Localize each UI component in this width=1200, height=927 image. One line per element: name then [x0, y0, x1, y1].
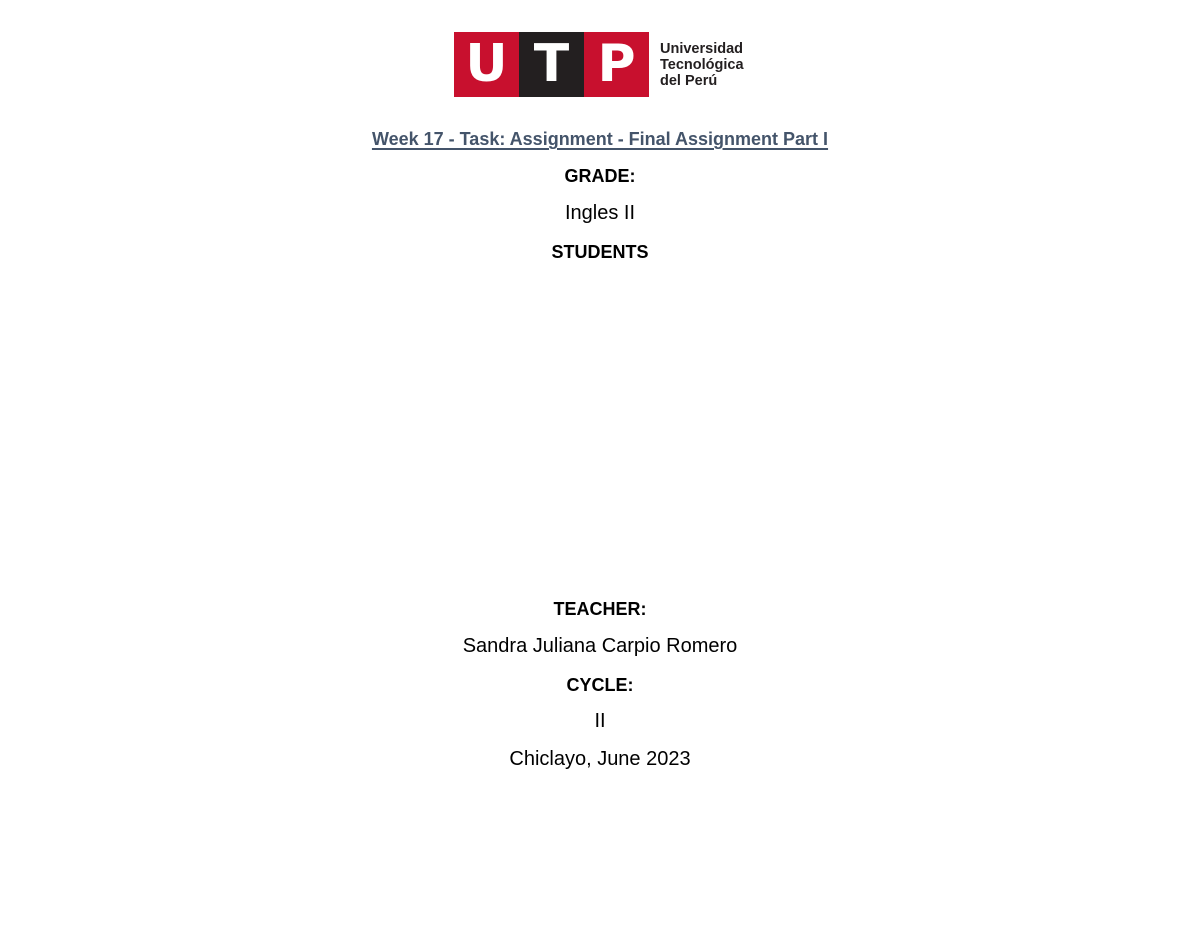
students-label: STUDENTS — [551, 242, 649, 262]
university-logo — [454, 32, 744, 97]
place-and-date: Chiclayo, June 2023 — [509, 748, 691, 770]
document-title: Week 17 - Task: Assignment - Final Assignment Part I — [371, 129, 829, 149]
grade-value: Ingles II — [564, 202, 636, 224]
cycle-value: II — [594, 710, 606, 732]
teacher-name: Sandra Juliana Carpio Romero — [462, 635, 738, 657]
logo-letter-p: P — [584, 32, 649, 97]
logo-letter-u: U — [454, 32, 519, 97]
grade-label: GRADE: — [564, 166, 636, 186]
logo-university-name — [660, 32, 744, 97]
cycle-label: CYCLE: — [566, 675, 634, 695]
logo-name-line-2: Tecnológica — [660, 56, 744, 73]
logo-letter-t: T — [519, 32, 584, 97]
logo-name-line-1: Universidad — [660, 40, 743, 57]
teacher-label: TEACHER: — [553, 599, 647, 619]
logo-name-line-3: del Perú — [660, 72, 718, 89]
